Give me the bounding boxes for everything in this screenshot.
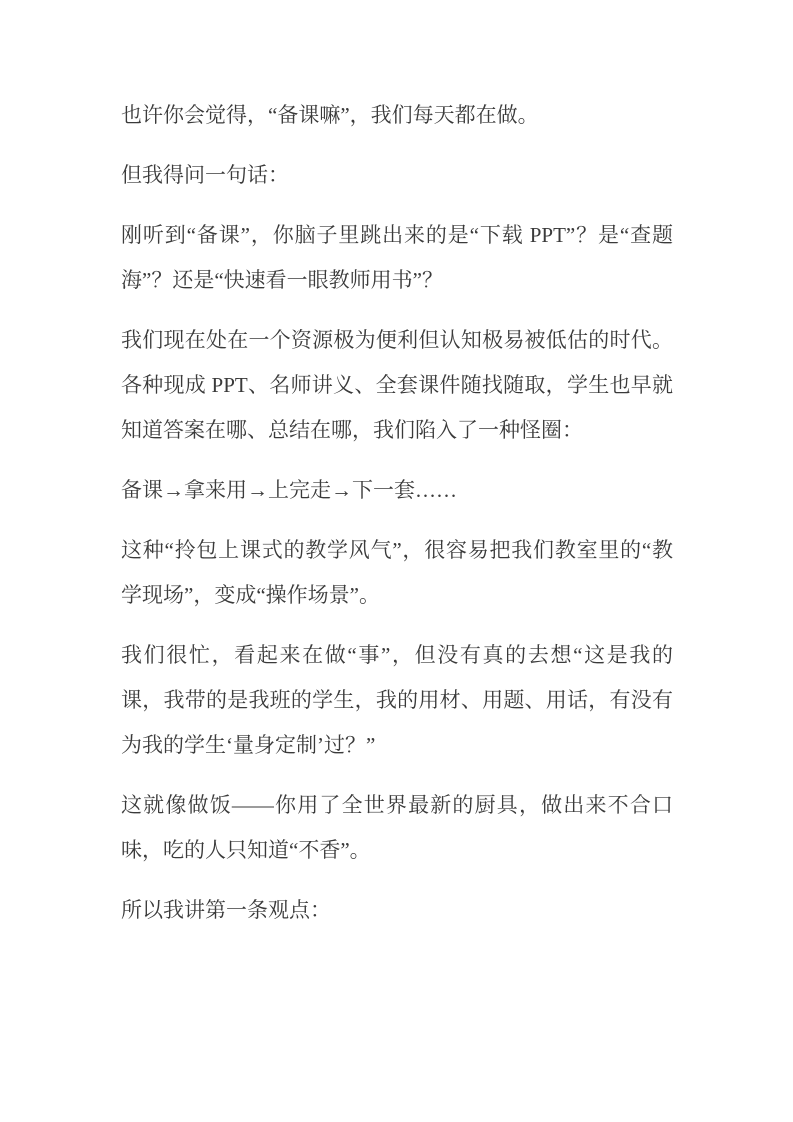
paragraph: 备课→拿来用→上完走→下一套…… xyxy=(121,478,457,502)
paragraph: 所以我讲第一条观点： xyxy=(121,898,331,922)
paragraph: 也许你会觉得，“备课嘛”，我们每天都在做。 xyxy=(121,103,539,127)
paragraph: 但我得问一句话： xyxy=(121,163,289,187)
paragraph: 我们现在处在一个资源极为便利但认知极易被低估的时代。各种现成 PPT、名师讲义、全套课件随找随取，学生也早就知道答案在哪、总结在哪，我们陷入了一种怪圈： xyxy=(121,328,673,442)
paragraph: 这就像做饭——你用了全世界最新的厨具，做出来不合口味，吃的人只知道“不香”。 xyxy=(121,793,673,862)
paragraph: 我们很忙，看起来在做“事”，但没有真的去想“这是我的课，我带的是我班的学生，我的用材、用题、用话，有没有为我的学生‘量身定制’过？” xyxy=(121,643,673,757)
paragraph: 这种“拎包上课式的教学风气”，很容易把我们教室里的“教学现场”，变成“操作场景”。 xyxy=(121,538,673,607)
paragraph: 刚听到“备课”，你脑子里跳出来的是“下载 PPT”？是“查题海”？还是“快速看一眼教师用书”？ xyxy=(121,223,673,292)
